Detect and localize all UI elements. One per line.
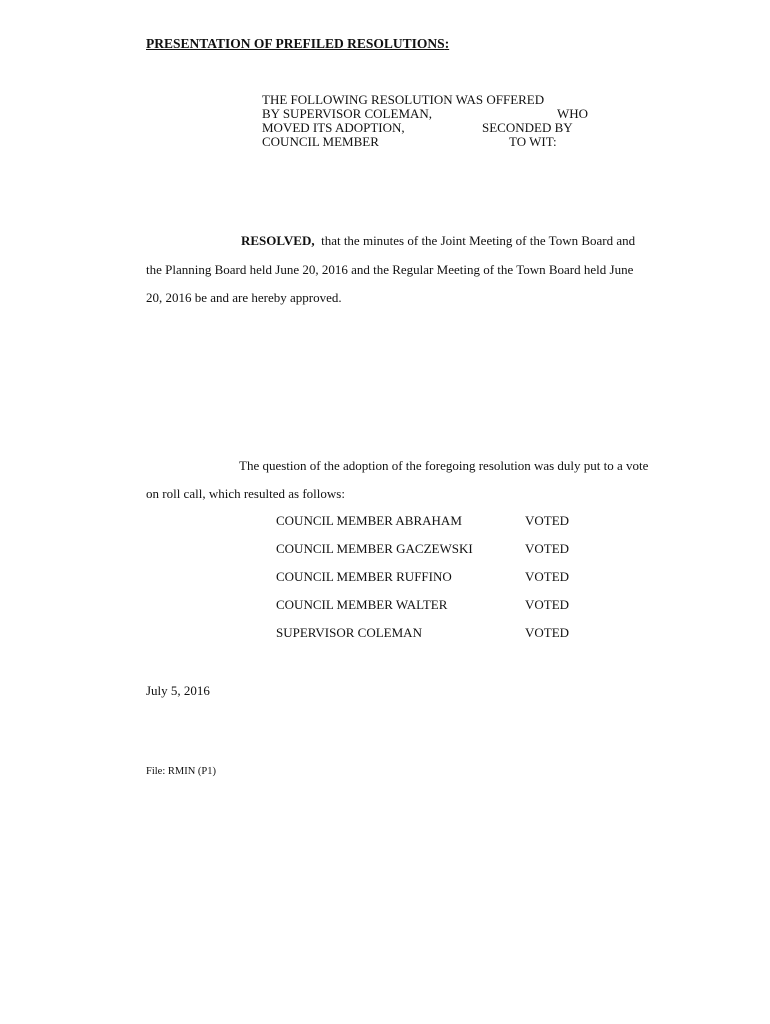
roll-call-member: COUNCIL MEMBER ABRAHAM xyxy=(276,513,462,528)
offer-line-3-right: SECONDED BY xyxy=(482,120,573,135)
offer-line-4-left: COUNCIL MEMBER xyxy=(262,134,379,149)
offer-line-1: THE FOLLOWING RESOLUTION WAS OFFERED xyxy=(262,92,545,107)
file-reference: File: RMIN (P1) xyxy=(146,766,217,777)
roll-call-status: VOTED xyxy=(525,569,570,584)
roll-call-status: VOTED xyxy=(525,513,570,528)
offer-line-2-right: WHO xyxy=(557,106,589,121)
roll-call-status: VOTED xyxy=(525,597,570,612)
roll-call-member: COUNCIL MEMBER GACZEWSKI xyxy=(276,541,473,556)
resolution-line-1 xyxy=(241,233,635,249)
resolution-line-2: the Planning Board held June 20, 2016 and the Regular Meeting of the Town Board held June xyxy=(146,262,634,277)
page-title xyxy=(146,36,449,52)
document-date: July 5, 2016 xyxy=(146,683,210,698)
roll-call-status: VOTED xyxy=(525,541,570,556)
resolution-line-1-text: that the minutes of the Joint Meeting of the Town Board and xyxy=(321,233,636,248)
page-title-text: PRESENTATION OF PREFILED RESOLUTIONS xyxy=(146,36,445,51)
offer-line-2-left: BY SUPERVISOR COLEMAN, xyxy=(262,106,433,121)
roll-call-status: VOTED xyxy=(525,625,570,640)
question-line-1: The question of the adoption of the foregoing resolution was duly put to a vote xyxy=(239,458,649,473)
roll-call-member: SUPERVISOR COLEMAN xyxy=(276,625,422,640)
resolved-keyword: RESOLVED, xyxy=(241,233,315,248)
roll-call-member: COUNCIL MEMBER RUFFINO xyxy=(276,569,452,584)
roll-call-member: COUNCIL MEMBER WALTER xyxy=(276,597,448,612)
page-title-colon: : xyxy=(444,36,450,51)
offer-line-4-right: TO WIT: xyxy=(509,134,557,149)
offer-line-3-left: MOVED ITS ADOPTION, xyxy=(262,120,405,135)
question-line-2: on roll call, which resulted as follows: xyxy=(146,486,345,501)
resolution-line-3: 20, 2016 be and are hereby approved. xyxy=(146,290,342,305)
